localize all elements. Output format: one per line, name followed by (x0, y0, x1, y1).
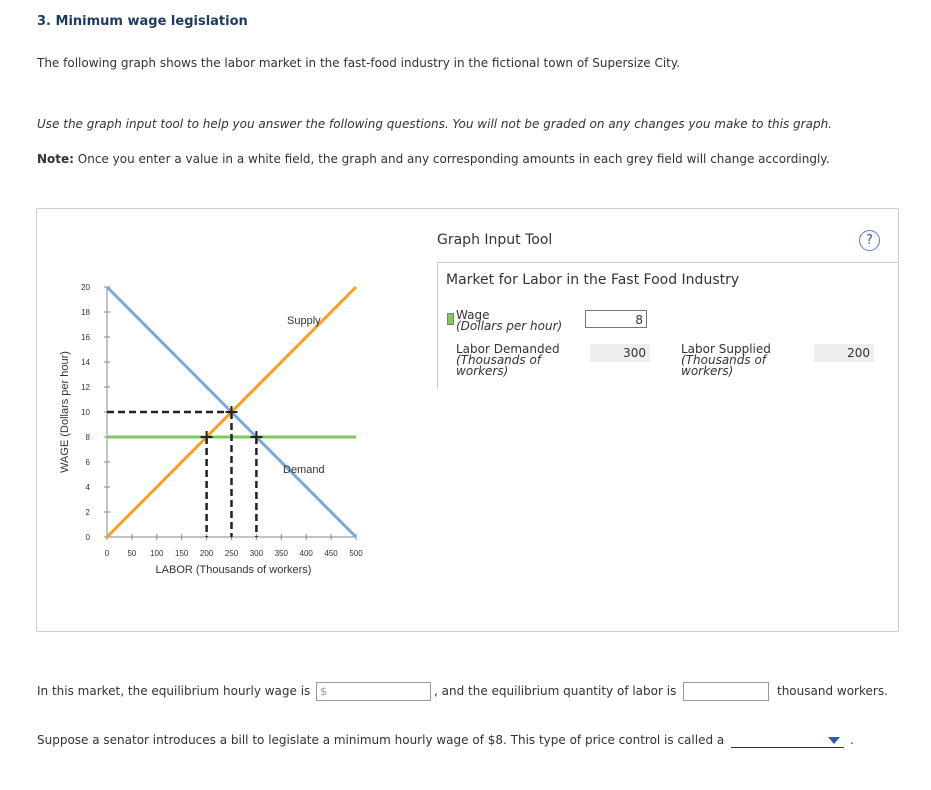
y-tick-label: 2 (85, 508, 90, 517)
x-tick-label: 500 (349, 549, 363, 558)
q1-prefix: In this market, the equilibrium hourly wage is (37, 684, 311, 698)
demand-label: Demand (283, 464, 325, 476)
x-tick-label: 50 (127, 549, 137, 558)
note-body: Once you enter a value in a white field, the graph and any corresponding amounts in each grey field will change accordingly. (73, 152, 830, 166)
q2-suffix: . (850, 733, 854, 747)
x-tick-label: 200 (199, 549, 214, 558)
intro-text: The following graph shows the labor market in the fast-food industry in the fictional town of Supersize City. (37, 56, 681, 70)
labor-supplied-value: 200 (814, 344, 874, 362)
x-axis-label: LABOR (Thousands of workers) (155, 564, 312, 576)
y-tick-label: 6 (85, 458, 90, 467)
y-tick-label: 14 (81, 358, 90, 367)
labor-supplied-label: Labor Supplied (Thousands of workers) (681, 342, 771, 378)
y-tick-label: 8 (85, 433, 90, 442)
chevron-down-icon (828, 737, 840, 744)
y-tick-label: 20 (81, 283, 90, 292)
wage-input[interactable]: 8 (585, 310, 647, 328)
wage-swatch-icon (447, 313, 454, 325)
q2-prefix: Suppose a senator introduces a bill to legislate a minimum hourly wage of $8. This type of price control is called a (37, 733, 725, 747)
note-label: Note: (37, 152, 74, 166)
help-icon[interactable]: ? (859, 230, 880, 251)
wage-label: Wage (Dollars per hour) (456, 308, 563, 333)
y-tick-label: 12 (81, 383, 90, 392)
instruction-text: Use the graph input tool to help you answer the following questions. You will not be graded on any changes you make to this graph. (37, 117, 832, 131)
q1-suffix: thousand workers. (777, 684, 888, 698)
graph-input-tool-title: Graph Input Tool (437, 232, 553, 248)
y-tick-label: 18 (81, 308, 90, 317)
x-tick-label: 400 (299, 549, 313, 558)
x-tick-label: 350 (274, 549, 288, 558)
x-tick-label: 150 (175, 549, 189, 558)
equilibrium-quantity-input[interactable] (683, 682, 769, 701)
equilibrium-wage-input[interactable] (316, 682, 431, 701)
x-tick-label: 100 (150, 549, 164, 558)
y-tick-label: 16 (81, 333, 90, 342)
x-tick-label: 0 (104, 549, 110, 558)
labor-demanded-value: 300 (590, 344, 650, 362)
x-tick-label: 300 (249, 549, 264, 558)
y-tick-label: 10 (81, 408, 90, 417)
price-control-dropdown[interactable] (731, 733, 844, 748)
x-tick-label: 250 (224, 549, 239, 558)
y-tick-label: 4 (85, 483, 90, 492)
dollar-sign: $ (320, 685, 327, 698)
y-tick-label: 0 (85, 533, 90, 542)
question-title: 3. Minimum wage legislation (37, 14, 248, 29)
supply-label: Supply (287, 315, 321, 327)
x-tick-label: 450 (324, 549, 338, 558)
q1-mid: , and the equilibrium quantity of labor is (434, 684, 677, 698)
market-title: Market for Labor in the Fast Food Industry (446, 272, 740, 288)
labor-demanded-label: Labor Demanded (Thousands of workers) (456, 342, 560, 378)
y-axis-label: WAGE (Dollars per hour) (59, 351, 71, 473)
